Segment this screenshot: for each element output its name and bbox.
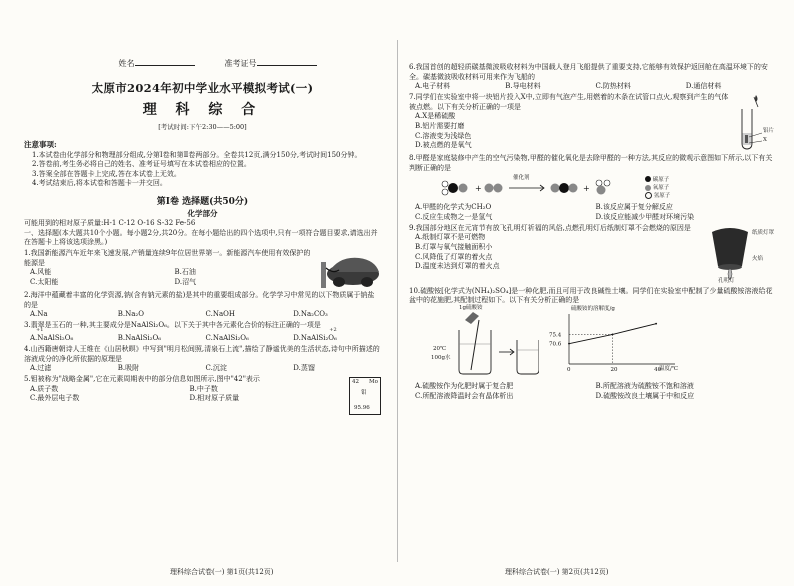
notes-heading: 注意事项: xyxy=(24,140,57,150)
name-label: 姓名 xyxy=(118,59,135,68)
option-text: D.NaAlSi₂O₆ xyxy=(293,334,337,343)
option-c[interactable]: C.太阳能 xyxy=(30,277,59,286)
question-options xyxy=(24,327,381,344)
test-tube-figure xyxy=(732,93,776,153)
question-stem: 3.翡翠是玉石的一种,其主要成分是NaAlSi₂O₆。以下关于其中各元素化合价的标注正确的一项是 xyxy=(24,320,321,329)
solubility-chart xyxy=(547,306,697,382)
question-stem: 6.我国首创的超轻质碳基微波吸收材料为中国载人登月飞船提供了重要支持,它能够有效保护返回舱在高温环境下的安全。碳基微波吸收材料可用来作为飞船的 xyxy=(409,63,768,81)
option-c[interactable]: C.反应生成物之一是氢气 xyxy=(415,212,493,221)
exam-subtitle: 理 科 综 合 xyxy=(142,101,263,118)
note-item: 3.答案全部在答题卡上完成,答在本试卷上无效。 xyxy=(32,169,181,178)
catalyst-label: 催化剂 xyxy=(513,175,530,182)
option-b[interactable]: B.吸附 xyxy=(117,364,140,373)
question-options xyxy=(409,382,776,401)
question-8 xyxy=(409,154,776,223)
figure-label: 孔明灯 xyxy=(718,277,735,284)
section-subtitle: 化学部分 xyxy=(187,208,218,218)
legend-hydrogen xyxy=(645,192,670,200)
option-b[interactable]: B.灯罩与氧气接触面积小 xyxy=(415,242,493,251)
question-stem: 8.甲醛是家庭装修中产生的空气污染物,甲醛的催化氧化是去除甲醛的一种方法,其反应的微观示意图如下所示,以下有关判断正确的是 xyxy=(409,153,773,172)
option-b[interactable]: B.所配溶液为硫酸铵不饱和溶液 xyxy=(595,381,694,390)
option-d[interactable]: D.硫酸铵改良土壤属于中和反应 xyxy=(595,391,695,400)
question-stem: 4.山西籍唐朝诗人王维在《山居秋暝》中写到"明月松间照,清泉石上流",描绘了静谧优美的生活状态,诗句中所描述的溶液成分的净化所依据的原理是 xyxy=(24,345,380,363)
question-9 xyxy=(409,224,776,286)
svg-text:+: + xyxy=(583,184,590,194)
atomic-mass: 95.96 xyxy=(354,404,370,411)
question-stem: 1.我国新能源汽车近年来飞速发展,产销量连续9年位居世界第一。新能源汽车使用有效保护的能源是 xyxy=(24,248,311,267)
y-tick-label: 75.4 xyxy=(549,332,562,339)
question-10 xyxy=(409,287,776,402)
valence-mark: +2 xyxy=(329,327,337,334)
option-b[interactable]: B.NaAlSi₂O₆ xyxy=(117,334,162,343)
option-c[interactable]: C.防热材料 xyxy=(595,82,631,91)
data-point xyxy=(655,323,657,325)
option-text: A.NaAlSi₂O₆ xyxy=(30,334,74,343)
figure-label: 火焰 xyxy=(752,255,764,262)
question-options xyxy=(409,233,704,272)
section-title: 第Ⅰ卷 选择题(共50分) xyxy=(156,197,249,208)
sky-lantern-figure xyxy=(704,224,776,286)
legend-text: 氢原子 xyxy=(653,193,671,200)
q10-figures xyxy=(409,306,776,382)
figure-label: X xyxy=(763,136,767,143)
option-c[interactable]: C.所配溶液降温时会有晶体析出 xyxy=(415,391,514,400)
y-tick-label: 70.6 xyxy=(549,341,562,348)
question-options xyxy=(409,203,776,222)
option-c[interactable]: C.溶液变为浅绿色 xyxy=(415,131,472,140)
option-d[interactable]: D.被点燃的是氧气 xyxy=(415,141,472,150)
option-b[interactable]: B.铝片需要打磨 xyxy=(415,121,465,130)
option-a[interactable]: A.质子数 xyxy=(30,384,59,393)
legend-oxygen xyxy=(645,184,670,192)
note-item: 2.答卷前,考生务必将自己的姓名、准考证号填写在本试卷相应的位置。 xyxy=(32,160,251,169)
option-a[interactable]: A.X是稀硫酸 xyxy=(415,112,456,121)
note-item: 4.考试结束后,将本试卷和答题卡一并交回。 xyxy=(32,179,167,188)
option-a[interactable]: A.电子材料 xyxy=(415,82,451,91)
reaction-diagram xyxy=(409,173,776,203)
legend-carbon xyxy=(645,176,670,184)
note-item: 1.本试卷由化学部分和物理部分组成,分第Ⅰ卷和第Ⅱ卷两部分。全卷共12页,满分150分,考试时间150分钟。 xyxy=(32,150,362,159)
option-d[interactable]: D.Na₂CO₃ xyxy=(293,310,328,319)
option-b[interactable]: B.Na₂O xyxy=(117,310,144,319)
exam-number-label: 准考证号 xyxy=(224,59,257,68)
option-c[interactable]: C.最外层电子数 xyxy=(30,394,80,403)
question-stem: 5.钼被称为"战略金属",它在元素周期表中的部分信息如图所示,图中"42"表示 xyxy=(24,375,260,384)
question-3 xyxy=(24,321,381,344)
question-options xyxy=(409,112,732,151)
option-d[interactable]: D.通信材料 xyxy=(685,82,722,91)
figure-label: 100g水 xyxy=(431,354,451,361)
valence-mark: +1 xyxy=(36,327,44,334)
exam-time: [考试时间:下午2:30——5:00] xyxy=(158,123,247,132)
question-7 xyxy=(409,93,776,153)
element-name: 钼 xyxy=(361,390,367,397)
beaker-icon xyxy=(429,306,539,380)
reaction-molecules xyxy=(439,174,639,202)
chart-title: 硫酸铵的溶解度/g xyxy=(571,305,615,312)
question-stem: 9.我国部分地区在元宵节有放飞孔明灯祈福的风俗,点燃孔明灯后纸制灯罩不会燃烧的原因是 xyxy=(409,223,691,232)
atomic-number: 42 xyxy=(352,379,359,386)
sky-lantern-icon xyxy=(706,226,754,282)
option-a[interactable]: A.纸制灯罩不是可燃物 xyxy=(415,233,486,242)
option-a[interactable]: A.甲醛的化学式为CH₂O xyxy=(415,203,492,212)
question-options xyxy=(24,385,349,404)
section-instruction: 一、选择题(本大题共10个小题。每小题2分,共20分。在每小题给出的四个选项中,只有一项符合题目要求,请选出并在答题卡上将该选项涂黑。) xyxy=(24,228,378,247)
candidate-info xyxy=(54,58,381,69)
question-stem: 7.同学们在实验室中将一块铝片投入X中,立即有气泡产生,用燃着的木条在试管口点火,观察到产生的气体被点燃。以下有关分析正确的一项是 xyxy=(409,92,729,111)
element-symbol: Mo xyxy=(369,379,378,386)
dissolving-figure xyxy=(429,306,539,382)
option-c[interactable]: C.风降低了灯罩的着火点 xyxy=(415,252,493,261)
electric-car-illustration xyxy=(319,248,381,290)
test-tube-icon xyxy=(732,93,776,153)
option-a[interactable] xyxy=(30,327,118,344)
name-field[interactable] xyxy=(119,58,195,69)
question-2 xyxy=(24,291,381,320)
page-footer-right: 理科综合试卷(一) 第2页(共12页) xyxy=(505,568,609,577)
option-c[interactable]: C.NaAlSi₂O₆ xyxy=(205,334,249,343)
question-options xyxy=(409,82,776,92)
svg-text:+: + xyxy=(475,184,482,194)
atomic-mass-line: 可能用到的相对原子质量:H-1 C-12 O-16 S-32 Fe-56 xyxy=(24,218,196,227)
option-d[interactable]: D.相对原子质量 xyxy=(189,394,240,403)
option-d[interactable]: D.沼气 xyxy=(174,277,197,286)
option-a[interactable]: A.风能 xyxy=(30,268,52,277)
x-tick-label: 40 xyxy=(654,366,662,373)
atom-legend xyxy=(645,176,670,201)
figure-label: 1g硫酸铵 xyxy=(459,304,483,311)
question-options xyxy=(24,268,319,287)
chart-xlabel: 温度/℃ xyxy=(659,365,679,372)
figure-label: 铝片 xyxy=(763,127,775,134)
x-tick-label: 0 xyxy=(567,366,571,373)
option-c[interactable]: C.沉淀 xyxy=(205,364,227,373)
figure-label: 纸质灯罩 xyxy=(752,229,775,236)
question-stem: 10.硫酸铵[化学式为(NH₄)₂SO₄]是一种化肥,而且可用于改良碱性土壤。同学们在实验室中配制了少量硫酸铵溶液给花盆中的花施肥,其配制过程如下。以下有关分析正确的是 xyxy=(409,286,773,305)
legend-text: 碳原子 xyxy=(652,176,670,183)
page-footer-left: 理科综合试卷(一) 第1页(共12页) xyxy=(170,568,274,577)
question-options xyxy=(24,364,381,374)
option-a[interactable]: A.过滤 xyxy=(30,364,52,373)
right-page xyxy=(397,0,794,586)
option-a[interactable]: A.硫酸铵作为化肥时属于复合肥 xyxy=(415,381,514,390)
question-stem: 2.海洋中蕴藏着丰富的化学资源,钠(含有钠元素的盐)是其中的重要组成部分。化学学习中常见的以下物质属于钠盐的是 xyxy=(24,290,375,309)
option-c[interactable]: C.NaOH xyxy=(205,310,235,319)
question-4 xyxy=(24,345,381,374)
option-b[interactable]: B.导电材料 xyxy=(505,82,541,91)
element-cell xyxy=(349,377,381,415)
question-options xyxy=(24,310,381,320)
question-5 xyxy=(24,375,381,415)
option-b[interactable]: B.石油 xyxy=(174,268,196,277)
question-6 xyxy=(409,63,776,92)
option-b[interactable]: B.该反应属于复分解反应 xyxy=(595,203,673,212)
exam-number-field[interactable] xyxy=(225,58,317,69)
x-tick-label: 20 xyxy=(610,366,618,373)
option-d[interactable]: D.蒸馏 xyxy=(293,364,315,373)
question-1 xyxy=(24,248,381,290)
exam-title: 太原市2024年初中学业水平模拟考试(一) xyxy=(91,81,314,96)
legend-text: 氧原子 xyxy=(652,185,670,192)
option-d[interactable]: D.温度未达到灯罩的着火点 xyxy=(415,262,500,271)
data-point xyxy=(568,343,570,345)
option-d[interactable]: D.该反应能减少甲醛对环境污染 xyxy=(595,212,695,221)
option-b[interactable]: B.中子数 xyxy=(189,384,218,393)
option-a[interactable]: A.Na xyxy=(30,310,48,319)
option-d[interactable] xyxy=(293,327,381,344)
figure-label: 20℃ xyxy=(433,345,447,352)
